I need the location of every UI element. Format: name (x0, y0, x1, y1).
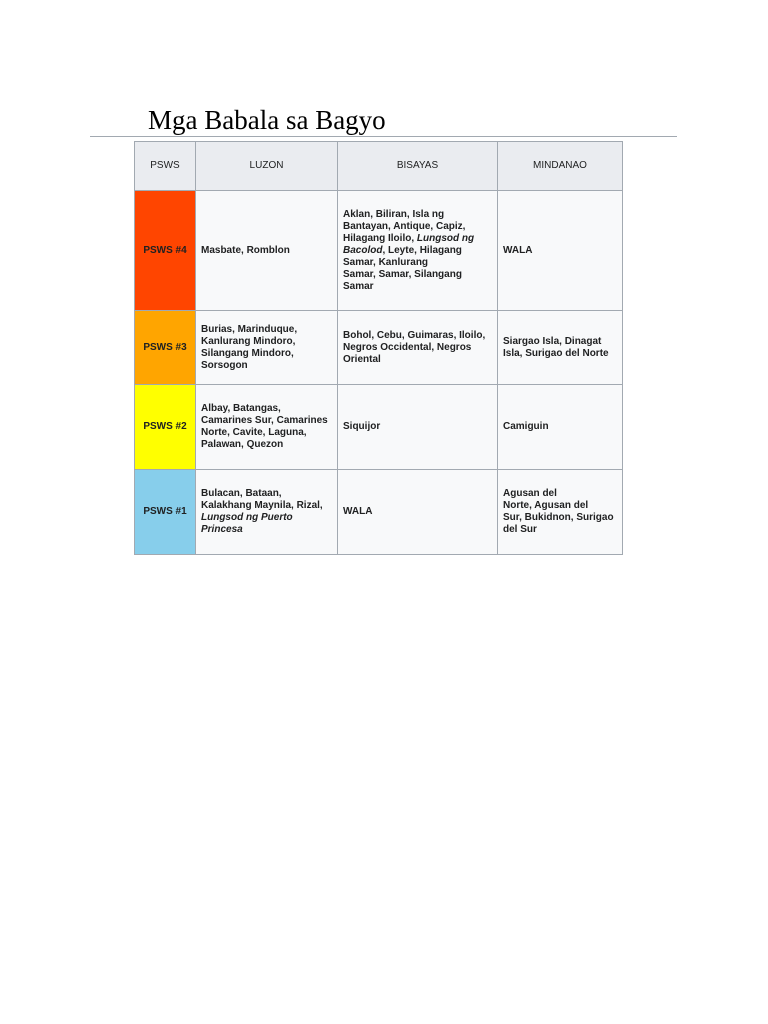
area-text: Albay, Batangas, Camarines Sur, Camarines (201, 403, 328, 426)
signal-level-cell: PSWS #1 (135, 470, 196, 555)
area-text: Masbate, Romblon (201, 244, 290, 256)
area-text: , Leyte, Hilagang Samar, Kanlurang (343, 244, 462, 268)
area-text: WALA (343, 506, 373, 517)
column-header-luzon: LUZON (196, 142, 338, 191)
area-text: Norte, Agusan del (503, 500, 589, 511)
area-text: Bohol, Cebu, Guimaras, Iloilo, Negros Occidental, Negros Oriental (343, 329, 486, 365)
mindanao-areas-cell (498, 470, 623, 555)
table-row (135, 470, 623, 555)
bisayas-areas-cell (338, 311, 498, 385)
header-row (135, 142, 623, 191)
page-title: Mga Babala sa Bagyo (148, 105, 386, 135)
area-text: Lungsod ng Bacolod (343, 232, 475, 256)
area-text: WALA (503, 244, 533, 256)
signal-level-cell: PSWS #2 (135, 385, 196, 470)
bisayas-areas-cell (338, 470, 498, 555)
storm-signal-table (134, 141, 623, 555)
area-text: Camiguin (503, 421, 549, 432)
column-header-bisayas: BISAYAS (338, 142, 498, 191)
area-text: Burias, Marinduque, Kanlurang Mindoro, Silangang Mindoro, Sorsogon (201, 323, 298, 371)
area-text: Siquijor (343, 421, 381, 432)
area-text: Bulacan, Bataan, Kalakhang Maynila, Rizal, (201, 488, 323, 511)
area-text: Siargao Isla, Dinagat Isla, Surigao del Norte (503, 335, 609, 359)
mindanao-areas-cell (498, 385, 623, 470)
area-text: Aklan, Biliran, Isla ng Bantayan, Antique, Capiz, Hilagang Iloilo, (343, 208, 466, 244)
table-row (135, 385, 623, 470)
mindanao-areas-cell (498, 311, 623, 385)
bisayas-areas-cell (338, 385, 498, 470)
table-row (135, 191, 623, 311)
luzon-areas-cell (196, 385, 338, 470)
luzon-areas-cell (196, 311, 338, 385)
area-text: Sur, Bukidnon, Surigao del Sur (503, 512, 614, 535)
mindanao-areas-cell (498, 191, 623, 311)
area-text: Agusan del (503, 488, 557, 499)
area-text: Samar, Samar, Silangang Samar (343, 268, 462, 292)
area-text: Norte, Cavite, Laguna, Palawan, Quezon (201, 427, 307, 450)
column-header-mindanao: MINDANAO (498, 142, 623, 191)
signal-level-cell: PSWS #4 (135, 191, 196, 311)
area-text: Lungsod ng Puerto Princesa (201, 512, 293, 535)
luzon-areas-cell (196, 470, 338, 555)
luzon-areas-cell (196, 191, 338, 311)
column-header-psws: PSWS (135, 142, 196, 191)
title-divider (90, 136, 677, 137)
signal-level-cell: PSWS #3 (135, 311, 196, 385)
table-row (135, 311, 623, 385)
bisayas-areas-cell (338, 191, 498, 311)
